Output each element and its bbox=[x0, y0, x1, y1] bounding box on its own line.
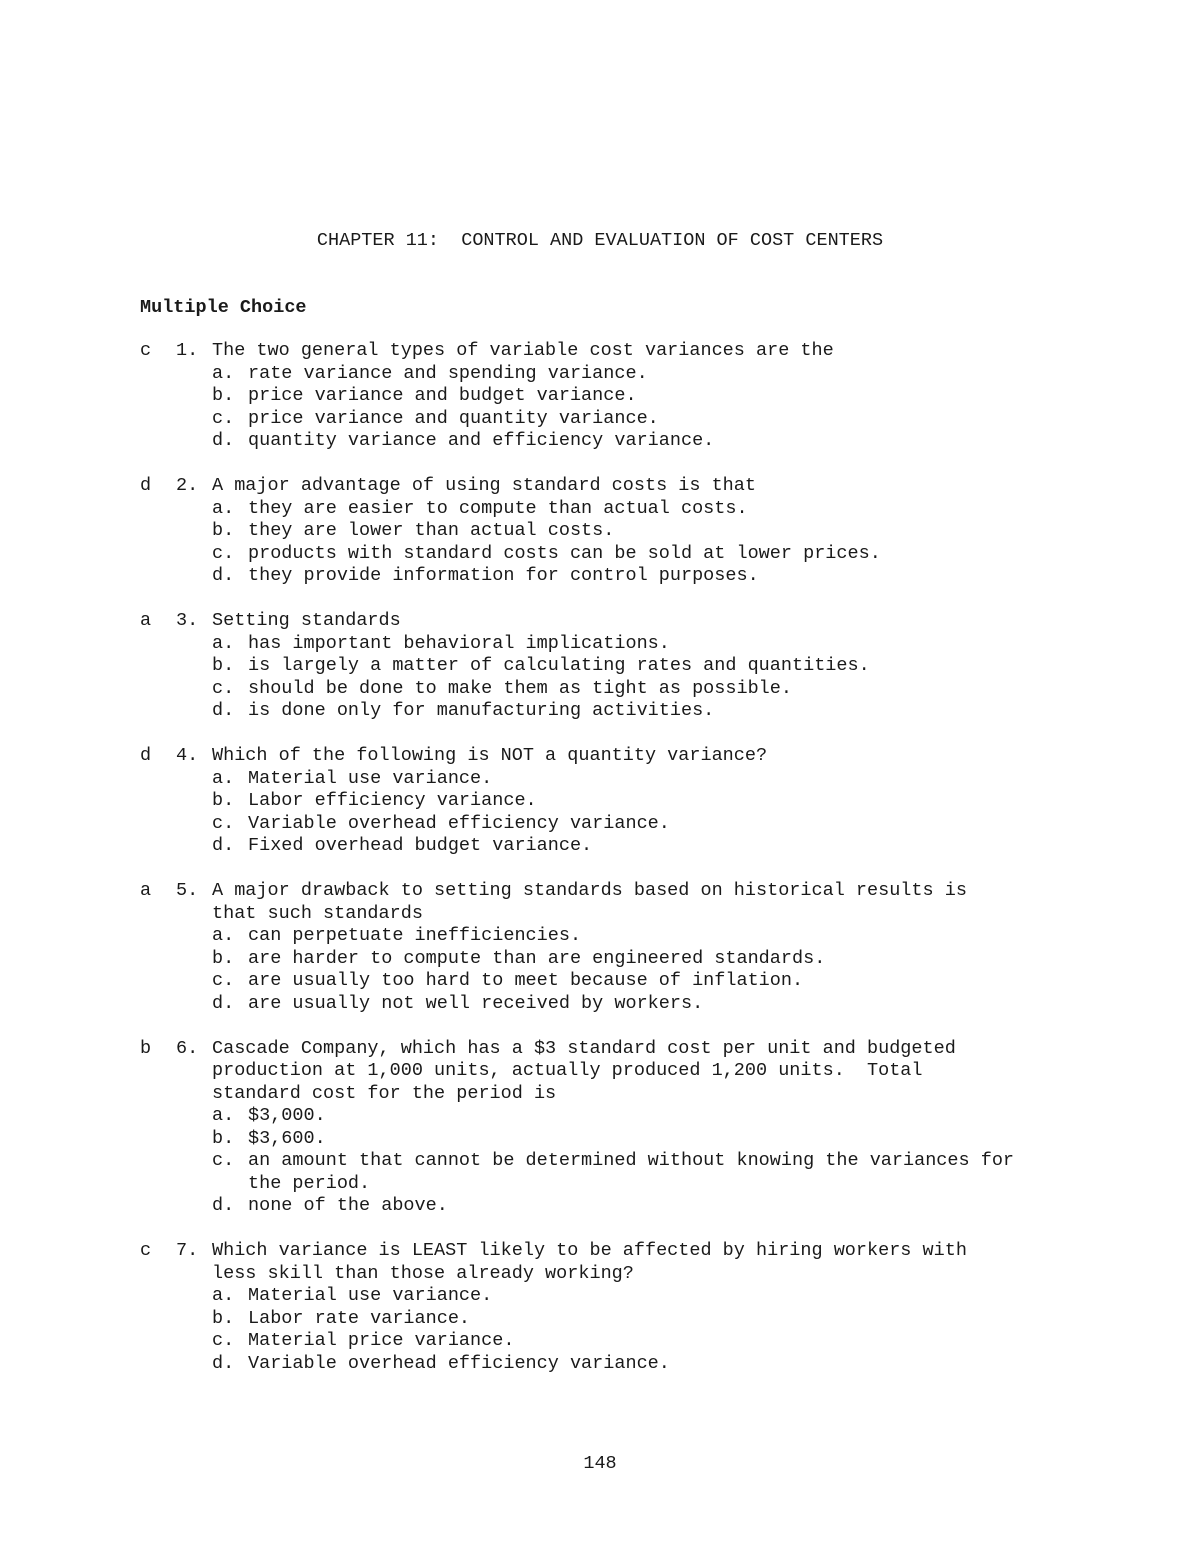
answer-option bbox=[212, 1353, 1160, 1376]
option-text: Material use variance. bbox=[248, 767, 493, 789]
question-stem: The two general types of variable cost variances are the bbox=[212, 340, 834, 361]
question-item bbox=[140, 1038, 1160, 1218]
answer-option bbox=[212, 925, 1160, 948]
question-stem-line bbox=[140, 1038, 1160, 1106]
answer-option bbox=[212, 363, 1160, 386]
option-text: has important behavioral implications. bbox=[248, 632, 670, 654]
question-item bbox=[140, 745, 1160, 858]
answer-option bbox=[212, 678, 1160, 701]
answer-option bbox=[212, 1128, 1160, 1151]
question-number: 4. bbox=[176, 745, 199, 766]
option-letter: a. bbox=[212, 925, 235, 946]
answer-option bbox=[212, 520, 1160, 543]
question-stem: Which variance is LEAST likely to be affected by hiring workers with less skill than those already working? bbox=[212, 1240, 967, 1284]
answer-key: d bbox=[140, 745, 152, 766]
answer-option bbox=[212, 790, 1160, 813]
option-letter: a. bbox=[212, 1285, 235, 1306]
option-text: none of the above. bbox=[248, 1195, 448, 1216]
option-text: is largely a matter of calculating rates and quantities. bbox=[248, 655, 870, 676]
question-stem-line bbox=[140, 475, 1160, 498]
option-text: they provide information for control purposes. bbox=[248, 565, 759, 586]
answer-key: d bbox=[140, 475, 152, 496]
answer-option bbox=[212, 633, 1160, 656]
answer-key: c bbox=[140, 1240, 152, 1261]
question-list bbox=[140, 340, 1160, 1398]
option-text: are usually not well received by workers. bbox=[248, 992, 704, 1014]
option-text: products with standard costs can be sold at lower prices. bbox=[248, 542, 881, 564]
section-heading: Multiple Choice bbox=[140, 297, 307, 318]
answer-option bbox=[212, 993, 1160, 1016]
answer-option bbox=[212, 1150, 1160, 1195]
option-letter: b. bbox=[212, 1127, 235, 1149]
option-letter: c. bbox=[212, 407, 235, 429]
answer-option bbox=[212, 655, 1160, 678]
option-letter: d. bbox=[212, 430, 235, 451]
option-letter: b. bbox=[212, 790, 235, 811]
answer-key: a bbox=[140, 880, 152, 901]
option-letter: d. bbox=[212, 835, 235, 856]
page-number: 148 bbox=[583, 1453, 617, 1474]
option-text: Variable overhead efficiency variance. bbox=[248, 1352, 670, 1374]
answer-option bbox=[212, 948, 1160, 971]
question-stem: Which of the following is NOT a quantity variance? bbox=[212, 745, 768, 766]
question-number: 1. bbox=[176, 340, 199, 361]
question-number: 3. bbox=[176, 610, 199, 631]
answer-option bbox=[212, 1195, 1160, 1218]
answer-option bbox=[212, 835, 1160, 858]
option-letter: a. bbox=[212, 767, 235, 789]
question-stem: Setting standards bbox=[212, 610, 401, 631]
option-text: are usually too hard to meet because of inflation. bbox=[248, 970, 804, 991]
question-stem-line bbox=[140, 610, 1160, 633]
question-item bbox=[140, 1240, 1160, 1375]
answer-option bbox=[212, 700, 1160, 723]
option-text: should be done to make them as tight as possible. bbox=[248, 677, 792, 699]
question-item bbox=[140, 610, 1160, 723]
option-letter: b. bbox=[212, 947, 235, 969]
question-item bbox=[140, 880, 1160, 1015]
option-letter: a. bbox=[212, 1105, 235, 1126]
option-text: Labor efficiency variance. bbox=[248, 790, 537, 811]
answer-option bbox=[212, 385, 1160, 408]
option-letter: a. bbox=[212, 362, 235, 384]
option-text: $3,600. bbox=[248, 1127, 326, 1149]
option-letter: b. bbox=[212, 1307, 235, 1329]
option-text: they are easier to compute than actual costs. bbox=[248, 497, 748, 519]
option-text: an amount that cannot be determined without knowing the variances for the period. bbox=[248, 1150, 1015, 1194]
option-letter: a. bbox=[212, 497, 235, 519]
option-letter: c. bbox=[212, 1150, 235, 1171]
option-letter: c. bbox=[212, 677, 235, 699]
option-text: price variance and budget variance. bbox=[248, 385, 637, 406]
answer-option bbox=[212, 498, 1160, 521]
question-item bbox=[140, 475, 1160, 588]
answer-option bbox=[212, 970, 1160, 993]
chapter-title: CHAPTER 11: CONTROL AND EVALUATION OF COST CENTERS bbox=[316, 230, 884, 251]
question-stem-line bbox=[140, 745, 1160, 768]
answer-option bbox=[212, 1285, 1160, 1308]
question-stem-line bbox=[140, 880, 1160, 925]
option-letter: b. bbox=[212, 385, 235, 406]
answer-option bbox=[212, 768, 1160, 791]
option-text: can perpetuate inefficiencies. bbox=[248, 925, 582, 946]
option-letter: b. bbox=[212, 520, 235, 541]
option-letter: d. bbox=[212, 1352, 235, 1374]
option-letter: c. bbox=[212, 812, 235, 834]
answer-option bbox=[212, 565, 1160, 588]
answer-option bbox=[212, 1308, 1160, 1331]
answer-key: a bbox=[140, 610, 152, 631]
question-stem: A major advantage of using standard costs is that bbox=[212, 475, 756, 496]
answer-option bbox=[212, 430, 1160, 453]
option-text: Labor rate variance. bbox=[248, 1307, 471, 1329]
answer-option bbox=[212, 1105, 1160, 1128]
question-stem: Cascade Company, which has a $3 standard cost per unit and budgeted production at 1,000 units, actually produced 1,200 units. Total standard cost for the period is bbox=[212, 1037, 956, 1104]
option-text: Material price variance. bbox=[248, 1330, 515, 1351]
option-text: $3,000. bbox=[248, 1105, 326, 1126]
option-text: Fixed overhead budget variance. bbox=[248, 835, 593, 856]
question-stem-line bbox=[140, 1240, 1160, 1285]
option-letter: d. bbox=[212, 992, 235, 1014]
option-letter: d. bbox=[212, 700, 235, 721]
option-letter: d. bbox=[212, 565, 235, 586]
answer-key: c bbox=[140, 340, 152, 361]
option-letter: b. bbox=[212, 655, 235, 676]
option-letter: c. bbox=[212, 542, 235, 564]
answer-option bbox=[212, 408, 1160, 431]
option-text: price variance and quantity variance. bbox=[248, 407, 659, 429]
question-number: 5. bbox=[176, 880, 199, 901]
option-text: Material use variance. bbox=[248, 1285, 493, 1306]
option-letter: a. bbox=[212, 632, 235, 654]
answer-option bbox=[212, 813, 1160, 836]
question-item bbox=[140, 340, 1160, 453]
option-text: they are lower than actual costs. bbox=[248, 520, 615, 541]
question-number: 6. bbox=[176, 1037, 199, 1059]
question-number: 7. bbox=[176, 1240, 199, 1261]
answer-option bbox=[212, 1330, 1160, 1353]
answer-option bbox=[212, 543, 1160, 566]
option-letter: c. bbox=[212, 1330, 235, 1351]
question-number: 2. bbox=[176, 475, 199, 496]
question-stem-line bbox=[140, 340, 1160, 363]
option-letter: d. bbox=[212, 1195, 235, 1216]
option-text: are harder to compute than are engineered standards. bbox=[248, 947, 826, 969]
option-text: quantity variance and efficiency variance. bbox=[248, 430, 715, 451]
option-text: is done only for manufacturing activities. bbox=[248, 700, 715, 721]
option-text: rate variance and spending variance. bbox=[248, 362, 648, 384]
option-letter: c. bbox=[212, 970, 235, 991]
question-stem: A major drawback to setting standards based on historical results is that such standards bbox=[212, 880, 967, 924]
answer-key: b bbox=[140, 1037, 152, 1059]
option-text: Variable overhead efficiency variance. bbox=[248, 812, 670, 834]
